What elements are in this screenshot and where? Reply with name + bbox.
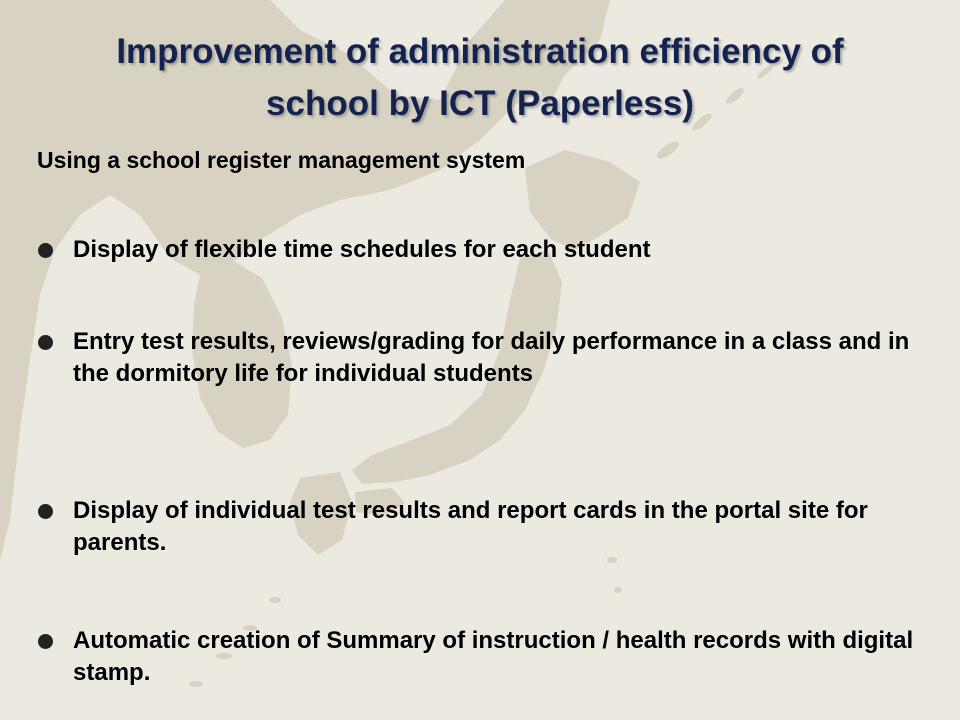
- slide-subtitle: Using a school register management system: [37, 147, 526, 173]
- slide-title-line-2: school by ICT (Paperless): [266, 84, 694, 123]
- slide-title: [40, 26, 920, 130]
- slide-title-line-1: Improvement of administration efficiency of: [116, 32, 844, 71]
- bullet-text: Display of individual test results and report cards in the portal site for parents.: [73, 497, 868, 556]
- bullet-dot-icon: [38, 504, 53, 519]
- bullet-item: [38, 495, 918, 559]
- bullet-item: [38, 326, 918, 390]
- bullet-dot-icon: [38, 243, 53, 258]
- bullet-dot-icon: [38, 634, 53, 649]
- bullet-text: Entry test results, reviews/grading for daily performance in a class and in the dormitory life for individual students: [73, 328, 910, 387]
- bullet-text: Display of flexible time schedules for each student: [73, 236, 651, 263]
- bullet-item: [38, 234, 918, 266]
- izu-island: [614, 587, 622, 593]
- bullet-dot-icon: [38, 335, 53, 350]
- bullet-text: Automatic creation of Summary of instruction / health records with digital stamp.: [73, 627, 914, 686]
- ryukyu-island: [269, 597, 281, 603]
- bullet-item: [38, 625, 918, 689]
